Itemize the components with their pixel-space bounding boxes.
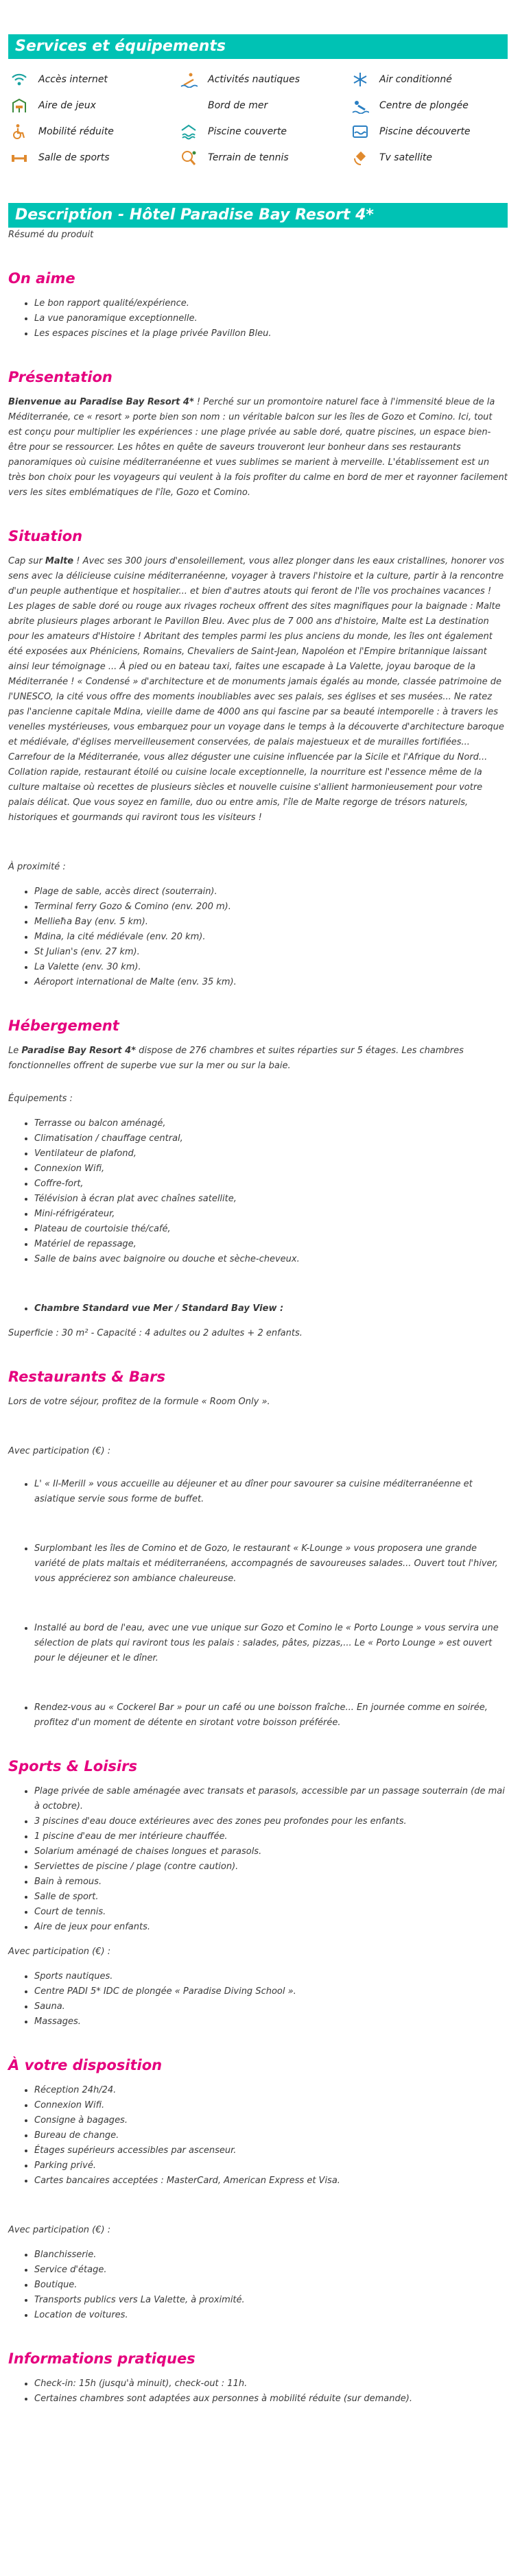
list-item: • Consigne à bagages. — [34, 2113, 508, 2128]
sports-paid-label: Avec participation (€) : — [8, 1947, 111, 1957]
list-item: • Les espaces piscines et la plage privée Pavillon Bleu. — [34, 326, 508, 341]
list-item: • Salle de bains avec baignoire ou douche et sèche-cheveux. — [34, 1252, 508, 1267]
list-item: • L' « Il-Merill » vous accueille au déjeuner et au dîner pour savourer sa cuisine méditerranéenne et asiatique servie sous forme de buffet. — [34, 1477, 508, 1507]
disposition-paid-list — [8, 2248, 508, 2323]
list-item: • Climatisation / chauffage central, — [34, 1131, 508, 1146]
list-item: • Plage de sable, accès direct (souterrain). — [34, 884, 508, 900]
proximity-label: À proximité : — [8, 862, 66, 872]
list-item: • Sports nautiques. — [34, 1969, 508, 1984]
service-label: Piscine découverte — [379, 126, 471, 137]
water-drop-icon — [179, 97, 198, 114]
sports-heading: Sports & Loisirs — [8, 1758, 137, 1774]
service-label: Air conditionné — [379, 74, 452, 85]
service-item — [178, 123, 349, 140]
list-item: • Le bon rapport qualité/expérience. — [34, 296, 508, 311]
service-label: Tv satellite — [379, 152, 433, 163]
disposition-list — [8, 2083, 508, 2189]
dumbbell-icon — [10, 149, 29, 166]
list-item: • Rendez-vous au « Cockerel Bar » pour un café ou une boisson fraîche... En journée comme en soirée, profitez d'un moment de détente en sirotant votre boisson préférée. — [34, 1700, 508, 1731]
destination-name: Malte — [45, 556, 74, 566]
service-label: Accès internet — [38, 74, 108, 85]
service-item — [178, 71, 349, 88]
restaurants-intro: Lors de votre séjour, profitez de la formule « Room Only ». — [8, 1397, 270, 1407]
outdoor-pool-icon — [351, 123, 370, 140]
situation-text: Cap sur Malte ! Avec ses 300 jours d'ensoleillement, vous allez plonger dans les eaux cristallines, honorer vos sens avec la délicieuse cuisine méditerranéenne, voyager à travers l'histoire et la culture, partir à la rencontre d'un peuple authentique et hospitalier... et bien d'autres atouts qui feront de l'île vos prochaines vacances ! Les plages de sable doré ou rouge aux rivages rocheux offrent des sites magnifiques pour la baignade : Malte abrite plusieurs plages arborant le Pavillon Bleu. Avec plus de 7 000 ans d'histoire, Malte est La destination pour les amateurs d'Histoire ! Abritant des temples parmi les plus anciens du monde, les îles ont également été exposées aux Phéniciens, Romains, Chevaliers de Saint-Jean, Napoléon et l'Empire britannique laissant ainsi leur témoignage ... À pied ou en bateau taxi, faites une escapade à La Valette, joyau baroque de la Méditerranée ! « Condensé » d'architecture et de monuments jamais égalés au monde, classée patrimoine de l'UNESCO, la cité vous offre des moments inoubliables avec ses palais, ses églises et ses musées... Ne ratez pas l'ancienne capitale Mdina, vieille dame de 4000 ans qui fascine par sa beauté intemporelle : à travers les venelles mystérieuses, vous embarquez pour un voyage dans le temps à la découverte d'architecture baroque et médiévale, d'églises merveilleusement conservées, de palais majestueux et de murailles fortifiées... Carrefour de la Méditerranée, vous allez déguster une cuisine influencée par la Sicile et l'Afrique du Nord... Collation rapide, restaurant étoilé ou cuisine locale exceptionnelle, la nourriture est l'essence même de la culture maltaise où recettes de plusieurs siècles et nouvelle cuisine s'allient harmonieusement pour votre palais délicat. Que vous soyez en famille, duo ou entre amis, l'île de Malte regorge de trésors naturels, historiques et gourmands qui raviront tous les visiteurs ! — [8, 556, 504, 823]
equipements-label: Équipements : — [8, 1094, 73, 1104]
service-item — [8, 149, 178, 166]
restaurant-list-4 — [8, 1700, 508, 1731]
service-item — [178, 149, 349, 166]
list-item: • Mini-réfrigérateur, — [34, 1207, 508, 1222]
hotel-name: Bienvenue au Paradise Bay Resort 4* — [8, 397, 194, 407]
on-aime-list — [8, 296, 508, 341]
description-heading: Description - Hôtel Paradise Bay Resort 4* — [8, 203, 508, 228]
situation-heading: Situation — [8, 528, 83, 544]
list-item: • Boutique. — [34, 2278, 508, 2293]
equipements-list — [8, 1116, 508, 1267]
service-item — [8, 71, 178, 88]
service-label: Centre de plongée — [379, 100, 469, 111]
hebergement-text: Le Paradise Bay Resort 4* dispose de 276 chambres et suites réparties sur 5 étages. Les chambres fonctionnelles offrent de superbe vue sur la mer ou sur la baie. — [8, 1046, 464, 1071]
list-item: • Aéroport international de Malte (env. 35 km). — [34, 975, 508, 990]
room-type: • Chambre Standard vue Mer / Standard Bay View : — [34, 1301, 508, 1316]
list-item: • Installé au bord de l'eau, avec une vue unique sur Gozo et Comino le « Porto Lounge » vous servira une sélection de plats qui raviront tous les palais : salades, pâtes, pizzas,... Le « Porto Lounge » est ouvert pour le déjeuner et le dîner. — [34, 1621, 508, 1666]
list-item: • 1 piscine d'eau de mer intérieure chauffée. — [34, 1829, 508, 1844]
on-aime-heading: On aime — [8, 270, 75, 287]
list-item: • Plateau de courtoisie thé/café, — [34, 1222, 508, 1237]
service-label: Mobilité réduite — [38, 126, 114, 137]
wheelchair-icon — [10, 123, 29, 140]
list-item: • Matériel de repassage, — [34, 1237, 508, 1252]
list-item: • Solarium aménagé de chaises longues et parasols. — [34, 1844, 508, 1859]
infos-heading: Informations pratiques — [8, 2350, 196, 2367]
page — [0, 34, 520, 2407]
service-item — [8, 97, 178, 114]
service-label: Terrain de tennis — [208, 152, 289, 163]
service-label: Bord de mer — [208, 100, 268, 111]
wifi-icon — [10, 71, 29, 88]
list-item: • Mdina, la cité médiévale (env. 20 km). — [34, 930, 508, 945]
list-item: • Mellieħa Bay (env. 5 km). — [34, 915, 508, 930]
list-item: • La Valette (env. 30 km). — [34, 960, 508, 975]
service-item — [349, 71, 508, 88]
list-item: • Service d'étage. — [34, 2263, 508, 2278]
list-item: • Terrasse ou balcon aménagé, — [34, 1116, 508, 1131]
list-item: • Certaines chambres sont adaptées aux personnes à mobilité réduite (sur demande). — [34, 2392, 508, 2407]
service-label: Piscine couverte — [208, 126, 287, 137]
list-item: • Sauna. — [34, 1999, 508, 2014]
service-label: Salle de sports — [38, 152, 110, 163]
service-label: Aire de jeux — [38, 100, 96, 111]
playground-icon — [10, 97, 29, 114]
list-item: • Bureau de change. — [34, 2128, 508, 2143]
snowflake-icon — [351, 71, 370, 88]
hotel-name: Paradise Bay Resort 4* — [21, 1046, 136, 1056]
product-summary-label: Résumé du produit — [8, 230, 94, 240]
service-item — [349, 149, 508, 166]
room-specs: Superficie : 30 m² - Capacité : 4 adultes ou 2 adultes + 2 enfants. — [8, 1328, 303, 1338]
list-item: • Blanchisserie. — [34, 2248, 508, 2263]
service-item — [349, 123, 508, 140]
list-item: • Connexion Wifi, — [34, 1161, 508, 1177]
restaurant-list-1 — [8, 1477, 508, 1507]
service-label: Activités nautiques — [208, 74, 300, 85]
list-item: • Centre PADI 5* IDC de plongée « Paradise Diving School ». — [34, 1984, 508, 1999]
list-item: • St Julian's (env. 27 km). — [34, 945, 508, 960]
list-item: • Surplombant les îles de Comino et de Gozo, le restaurant « K-Lounge » vous proposera une grande variété de plats maltais et méditerranéens, accompagnés de savoureuses salades... Ouvert tout l'hiver, vous apprécierez son ambiance chaleureuse. — [34, 1541, 508, 1587]
list-item: • Étages supérieurs accessibles par ascenseur. — [34, 2143, 508, 2158]
list-item: • Location de voitures. — [34, 2308, 508, 2323]
disposition-heading: À votre disposition — [8, 2057, 163, 2073]
list-item: • Court de tennis. — [34, 1905, 508, 1920]
room-type-list — [8, 1301, 508, 1316]
presentation-heading: Présentation — [8, 369, 113, 385]
list-item: • Réception 24h/24. — [34, 2083, 508, 2098]
service-item — [349, 97, 508, 114]
disposition-paid-label: Avec participation (€) : — [8, 2225, 111, 2235]
list-item: • Terminal ferry Gozo & Comino (env. 200 m). — [34, 900, 508, 915]
list-item: • Plage privée de sable aménagée avec transats et parasols, accessible par un passage souterrain (de mai à octobre). — [34, 1784, 508, 1814]
service-item — [178, 97, 349, 114]
list-item: • Connexion Wifi. — [34, 2098, 508, 2113]
proximity-list — [8, 884, 508, 990]
satellite-icon — [351, 149, 370, 166]
list-item: • Massages. — [34, 2014, 508, 2030]
infos-list — [8, 2376, 508, 2407]
list-item: • 3 piscines d'eau douce extérieures avec des zones peu profondes pour les enfants. — [34, 1814, 508, 1829]
indoor-pool-icon — [179, 123, 198, 140]
diving-icon — [351, 97, 370, 114]
list-item: • Transports publics vers La Valette, à proximité. — [34, 2293, 508, 2308]
list-item: • Cartes bancaires acceptées : MasterCard, American Express et Visa. — [34, 2174, 508, 2189]
list-item: • Ventilateur de plafond, — [34, 1146, 508, 1161]
sports-paid-list — [8, 1969, 508, 2030]
restaurant-list-2 — [8, 1541, 508, 1587]
tennis-icon — [179, 149, 198, 166]
list-item: • La vue panoramique exceptionnelle. — [34, 311, 508, 326]
list-item: • Bain à remous. — [34, 1875, 508, 1890]
restaurant-list-3 — [8, 1621, 508, 1666]
sports-list — [8, 1784, 508, 1935]
services-grid — [8, 59, 508, 169]
list-item: • Coffre-fort, — [34, 1177, 508, 1192]
surf-icon — [179, 71, 198, 88]
hebergement-heading: Hébergement — [8, 1018, 119, 1034]
restaurants-heading: Restaurants & Bars — [8, 1369, 166, 1385]
list-item: • Aire de jeux pour enfants. — [34, 1920, 508, 1935]
list-item: • Serviettes de piscine / plage (contre caution). — [34, 1859, 508, 1875]
service-item — [8, 123, 178, 140]
list-item: • Parking privé. — [34, 2158, 508, 2174]
list-item: • Check-in: 15h (jusqu'à minuit), check-out : 11h. — [34, 2376, 508, 2392]
services-heading: Services et équipements — [8, 34, 508, 59]
presentation-text: Bienvenue au Paradise Bay Resort 4* ! Perché sur un promontoire naturel face à l'immensité bleue de la Méditerranée, ce « resort » porte bien son nom : un véritable balcon sur les îles de Gozo et Comino. Ici, tout est conçu pour multiplier les expériences : une plage privée au sable doré, quatre piscines, un espace bien-être pour se ressourcer. Les hôtes en quête de saveurs trouveront leur bonheur dans ses restaurants panoramiques où cuisine méditerranéenne et vues sublimes se marient à merveille. L'établissement est un très bon choix pour les voyageurs qui veulent à la fois profiter du calme en bord de mer et rayonner facilement vers les sites emblématiques de l'île, Gozo et Comino. — [8, 397, 508, 498]
list-item: • Salle de sport. — [34, 1890, 508, 1905]
restaurants-paid-label: Avec participation (€) : — [8, 1446, 111, 1456]
list-item: • Télévision à écran plat avec chaînes satellite, — [34, 1192, 508, 1207]
